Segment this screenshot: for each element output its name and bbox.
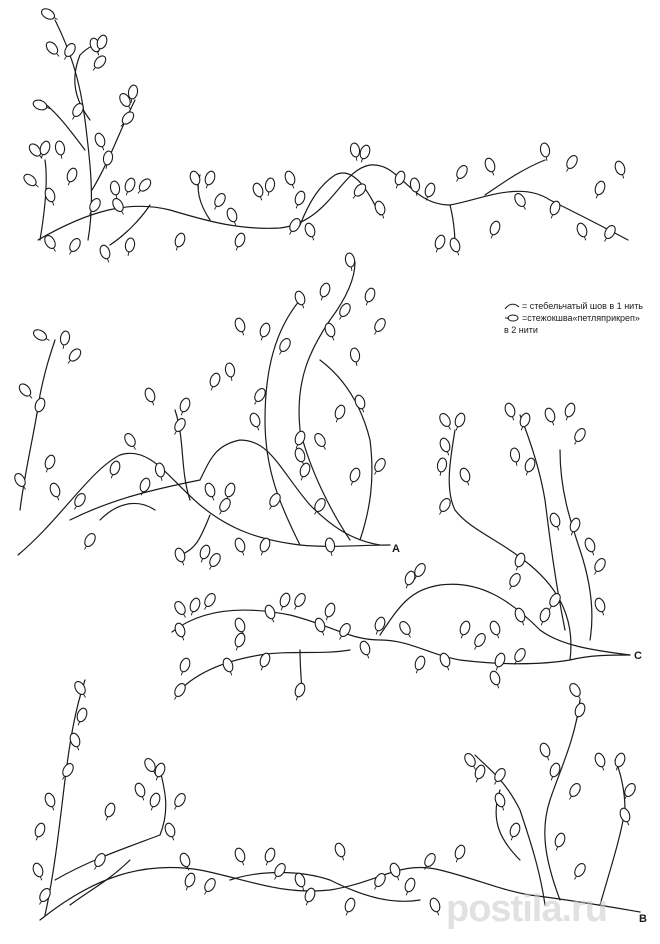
leaf-stitch [547, 762, 562, 782]
leaf-stitch [133, 782, 148, 802]
legend-threads-label: в 2 нити [504, 325, 538, 335]
leaf-stitch [412, 655, 427, 675]
leaf-stitch [507, 822, 522, 842]
leaf-stitch [233, 317, 248, 337]
leaf-stitch [264, 177, 276, 196]
leaf-stitch [283, 170, 298, 190]
leaf-stitch [332, 404, 347, 424]
leaf-stitch [233, 537, 248, 557]
leaf-stitch [123, 432, 140, 452]
leaf-stitch [568, 682, 585, 702]
leaf-stitch [422, 182, 437, 202]
leaf-stitch [388, 862, 403, 882]
leaf-stitch [187, 597, 202, 617]
leaf-stitch [509, 447, 521, 466]
leaf-stitch [371, 457, 388, 477]
stem-c-branch-2 [380, 584, 630, 655]
leaf-stitch [32, 822, 47, 842]
leaf-stitch [248, 412, 263, 432]
leaf-stitch [324, 537, 336, 556]
leaf-stitch [173, 547, 188, 567]
leaf-stitch [313, 432, 330, 452]
leaf-stitch [173, 622, 188, 642]
leaf-stitch [147, 792, 162, 812]
leaf-stitch [591, 557, 608, 577]
leaf-stitch [398, 620, 415, 640]
leaf-stitch [171, 792, 188, 812]
leaf-stitch [54, 140, 66, 159]
leaf-stitch [349, 142, 361, 161]
leaf-stitch [471, 632, 488, 652]
leaf-stitch [547, 200, 562, 220]
leaf-stitch [225, 207, 240, 227]
stem-b-branch-1 [55, 770, 166, 880]
leaf-stitch [71, 492, 88, 512]
leaf-stitch [571, 862, 588, 882]
leaf-stitch [102, 802, 117, 822]
leaf-stitch [98, 244, 113, 264]
leaf-stitch [188, 170, 203, 190]
leaf-stitch [202, 170, 217, 190]
leaf-stitch [503, 402, 518, 422]
leaf-stitch [211, 192, 228, 212]
leaf-stitch [613, 160, 628, 180]
label-b: B [639, 913, 647, 925]
leaf-stitch [438, 412, 455, 432]
leaf-stitch [177, 397, 192, 417]
leaf-stitch [73, 680, 90, 700]
leaf-stitch [566, 782, 583, 802]
leaf-stitch [336, 622, 353, 642]
leaf-stitch [539, 142, 551, 161]
leaf-stitch [32, 98, 52, 113]
lazy-daisy-leaves [13, 7, 638, 917]
leaf-stitch [349, 347, 361, 366]
leaf-stitch [593, 752, 608, 772]
leaf-stitch [221, 657, 236, 677]
leaf-stitch [154, 462, 166, 481]
stem-b-branch-6 [600, 760, 625, 905]
leaf-stitch [107, 460, 122, 480]
leaf-stitch [618, 807, 633, 827]
leaf-stitch [302, 887, 317, 907]
legend-stem-stitch [504, 300, 643, 312]
leaf-stitch [182, 872, 197, 892]
leaf-stitch [216, 497, 233, 517]
leaf-stitch [93, 132, 108, 152]
leaf-stitch [297, 462, 312, 482]
leaf-stitch [276, 337, 293, 357]
leaf-stitch [452, 844, 467, 864]
leaf-stitch [372, 616, 387, 636]
leaf-stitch [572, 702, 587, 722]
leaf-stitch [292, 190, 307, 210]
leaf-stitch [124, 237, 136, 256]
leaf-stitch [59, 762, 76, 782]
leaf-stitch [109, 180, 121, 199]
leaf-stitch [458, 467, 473, 487]
leaf-stitch [201, 592, 218, 612]
leaf-stitch [522, 457, 537, 477]
leaf-stitch [232, 232, 247, 252]
leaf-stitch [317, 282, 332, 302]
leaf-stitch [91, 852, 108, 872]
leaf-stitch [453, 164, 470, 184]
leaf-stitch [81, 532, 98, 552]
leaf-stitch [64, 167, 79, 187]
leaf-stitch [349, 182, 367, 202]
leaf-stitch [224, 362, 236, 381]
legend [504, 300, 643, 336]
leaf-stitch [506, 572, 523, 592]
leaf-stitch [201, 877, 218, 897]
leaf-stitch [69, 102, 86, 122]
leaf-stitch [117, 110, 135, 130]
leaf-stitch [563, 154, 580, 174]
leaf-stitch [292, 682, 307, 702]
leaf-stitch [552, 832, 567, 852]
leaf-stitch [61, 42, 78, 62]
leaf-stitch [257, 322, 272, 342]
leaf-stitch [409, 177, 421, 196]
leaf-stitch [322, 602, 337, 622]
leaf-stitch [562, 402, 577, 422]
leaf-stitch [342, 897, 357, 917]
leaf-stitch [31, 862, 46, 882]
leaf-stitch [143, 387, 158, 407]
leaf-stitch [257, 537, 272, 557]
leaf-stitch [488, 670, 503, 690]
leaf-stitch [428, 897, 443, 917]
leaf-stitch [492, 652, 507, 672]
leaf-stitch [271, 862, 288, 882]
leaf-stitch [102, 150, 114, 169]
leaf-stitch [207, 372, 222, 392]
leaf-stitch [488, 620, 503, 640]
leaf-stitch [262, 847, 277, 867]
leaf-stitch [583, 537, 598, 557]
leaf-stitch [40, 7, 60, 24]
stem-a-branch-5 [320, 360, 372, 540]
leaf-stitch [277, 592, 292, 612]
leaf-stitch [512, 552, 527, 572]
leaf-stitch [17, 382, 35, 402]
leaf-stitch [432, 234, 447, 254]
leaf-stitch [371, 317, 388, 337]
label-c: C [634, 650, 642, 662]
leaf-stitch [68, 732, 83, 752]
legend-lazy-daisy-label: =стежокшва«петляприкреп» [522, 313, 640, 323]
leaf-stitch [543, 407, 558, 427]
leaf-stitch [436, 497, 453, 517]
leaf-stitch [32, 397, 47, 417]
leaf-stitch [13, 472, 30, 492]
leaf-stitch [163, 822, 178, 842]
leaf-stitch [251, 182, 266, 202]
leaf-stitch [66, 237, 83, 257]
leaf-stitch [452, 412, 467, 432]
leaf-stitch [203, 482, 218, 502]
leaf-stitch [333, 842, 348, 862]
leaf-stitch [291, 592, 308, 612]
leaf-stitch [571, 427, 588, 447]
leaf-stitch [487, 220, 502, 240]
leaf-stitch [575, 222, 590, 242]
leaf-stitch [43, 792, 58, 812]
leaf-stitch [438, 652, 453, 672]
leaf-stitch [134, 177, 152, 197]
leaf-stitch [32, 328, 52, 345]
stem-a-main [18, 453, 390, 555]
leaf-stitch [347, 467, 362, 487]
leaf-stitch [22, 172, 42, 190]
leaf-stitch [122, 177, 137, 197]
leaf-stitch [612, 752, 627, 772]
label-a: A [392, 543, 400, 555]
leaf-stitch [373, 200, 388, 220]
leaf-stitch [493, 792, 508, 812]
leaf-stitch [36, 887, 53, 907]
leaf-stitch [171, 682, 188, 702]
leaf-stitch [64, 347, 82, 367]
leaf-stitch [362, 287, 377, 307]
leaf-stitch [336, 302, 353, 322]
leaf-stitch [593, 597, 608, 617]
leaf-stitch [436, 457, 448, 476]
leaf-stitch [89, 54, 107, 74]
leaf-stitch [177, 657, 192, 677]
leaf-stitch [171, 417, 188, 437]
leaf-stitch [263, 604, 278, 624]
leaf-stitch [457, 620, 472, 640]
leaf-stitch [538, 742, 553, 762]
watermark: postila.ru [446, 888, 608, 930]
leaf-stitch [537, 607, 552, 627]
legend-lazy-daisy [504, 312, 643, 324]
leaf-stitch [358, 640, 373, 660]
leaf-stitch [43, 234, 60, 254]
leaf-stitch [172, 232, 187, 252]
legend-threads [504, 324, 643, 336]
leaf-stitch [592, 180, 607, 200]
leaf-stitch [483, 157, 498, 177]
stem-top-branch-5 [300, 173, 380, 225]
leaf-stitch [491, 767, 508, 787]
leaf-stitch [303, 222, 318, 242]
stem-top-branch-4 [40, 160, 46, 240]
leaf-stitch [44, 40, 62, 60]
leaf-stitch [448, 237, 463, 257]
leaf-stitch [402, 877, 417, 897]
leaf-stitch [173, 600, 190, 620]
leaf-stitch [517, 412, 532, 432]
leaf-stitch [43, 187, 58, 207]
leaf-stitch [293, 290, 308, 310]
lazy-daisy-icon [504, 314, 520, 322]
leaf-stitch [59, 330, 71, 349]
leaf-stitch [42, 454, 57, 474]
leaf-stitch [323, 322, 338, 342]
leaf-stitch [548, 512, 563, 532]
stem-stitch-icon [504, 302, 520, 310]
leaf-stitch [371, 872, 388, 892]
stem-b-branch-3 [230, 873, 420, 902]
stem-a-branch-8 [100, 503, 155, 520]
leaf-stitch [48, 482, 63, 502]
leaf-stitch [233, 847, 248, 867]
legend-stem-stitch-label: = стебельчатый шов в 1 нить [522, 301, 643, 311]
leaf-stitch [232, 632, 247, 652]
leaf-stitch [513, 192, 530, 212]
